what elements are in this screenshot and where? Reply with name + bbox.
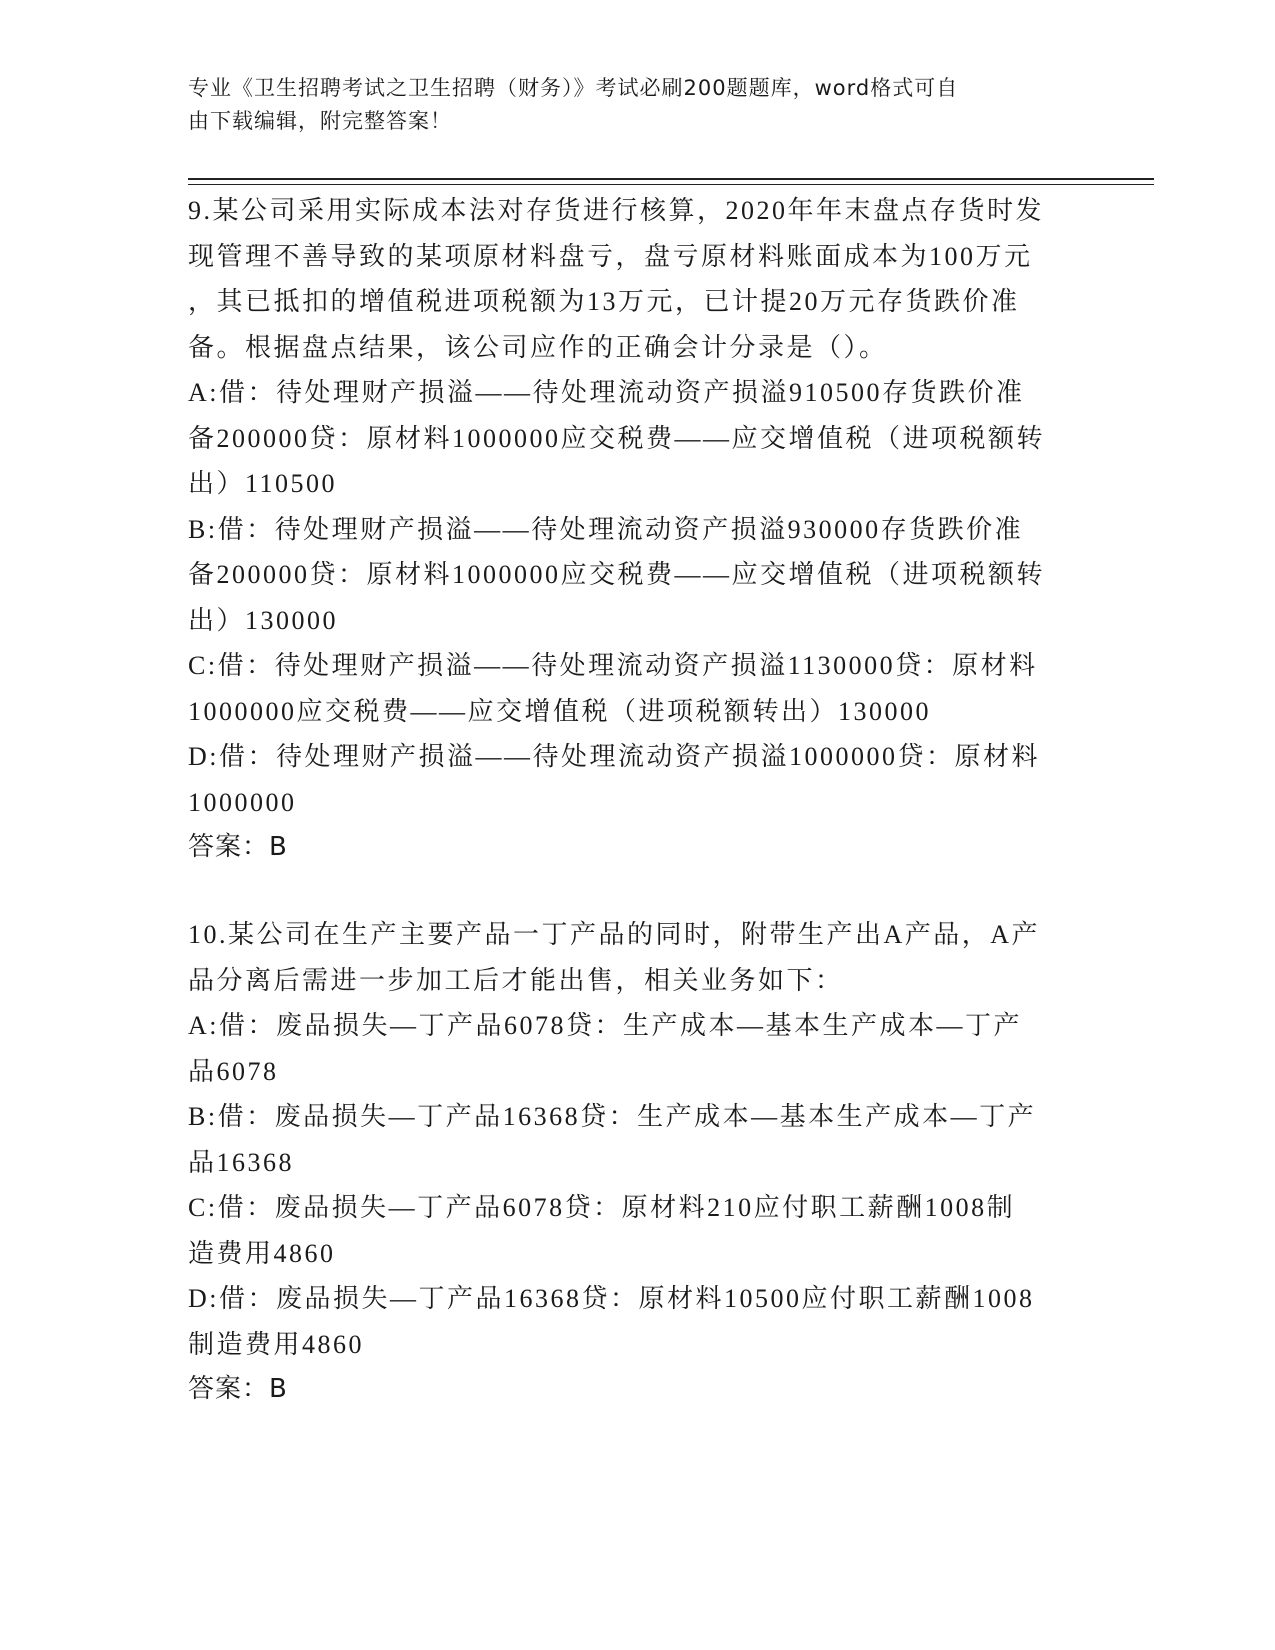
option-d-line: 制造费用4860 (188, 1329, 365, 1359)
question-stem-line: 品分离后需进一步加工后才能出售，相关业务如下： (188, 965, 844, 995)
question-10 (188, 912, 1078, 1413)
header-divider-thick (188, 178, 1154, 180)
option-b-line: B:借：待处理财产损溢——待处理流动资产损溢930000存货跌价准 (188, 514, 1024, 544)
option-b-line: 品16368 (188, 1147, 295, 1177)
answer-label: 答案：B (188, 1374, 288, 1404)
option-d-line: D:借：废品损失—丁产品16368贷：原材料10500应付职工薪酬1008 (188, 1284, 1035, 1313)
question-stem-line: ，其已抵扣的增值税进项税额为13万元，已计提20万元存货跌价准 (188, 287, 1020, 316)
header-line-1: 专业《卫生招聘考试之卫生招聘（财务）》考试必刷200题题库，word格式可自 (188, 76, 959, 100)
question-9 (188, 188, 1078, 871)
option-a-line: A:借：待处理财产损溢——待处理流动资产损溢910500存货跌价准 (188, 378, 1025, 407)
option-c-line: 1000000应交税费——应交增值税（进项税额转出）130000 (188, 696, 932, 726)
header-line-2: 由下载编辑，附完整答案！ (188, 109, 452, 133)
question-stem-line: 9.某公司采用实际成本法对存货进行核算，2020年年末盘点存货时发 (188, 196, 1045, 225)
header-divider-thin (188, 184, 1154, 185)
question-stem-line: 10.某公司在生产主要产品一丁产品的同时，附带生产出A产品，A产 (188, 920, 1041, 949)
document-header (188, 72, 1068, 138)
option-b-line: 出）130000 (188, 605, 339, 635)
option-d-line: D:借：待处理财产损溢——待处理流动资产损溢1000000贷：原材料 (188, 742, 1041, 771)
option-b-line: B:借：废品损失—丁产品16368贷：生产成本—基本生产成本—丁产 (188, 1102, 1037, 1131)
option-c-line: C:借：待处理财产损溢——待处理流动资产损溢1130000贷：原材料 (188, 651, 1038, 680)
option-c-line: C:借：废品损失—丁产品6078贷：原材料210应付职工薪酬1008制 (188, 1193, 1016, 1222)
option-b-line: 备200000贷：原材料1000000应交税费——应交增值税（进项税额转 (188, 560, 1046, 589)
question-stem-line: 现管理不善导致的某项原材料盘亏，盘亏原材料账面成本为100万元 (188, 241, 1033, 271)
option-a-line: 品6078 (188, 1056, 279, 1086)
question-stem-line: 备。根据盘点结果，该公司应作的正确会计分录是（）。 (188, 332, 888, 362)
option-a-line: A:借：废品损失—丁产品6078贷：生产成本—基本生产成本—丁产 (188, 1011, 1023, 1040)
option-d-line: 1000000 (188, 787, 297, 817)
option-c-line: 造费用4860 (188, 1238, 336, 1268)
option-a-line: 备200000贷：原材料1000000应交税费——应交增值税（进项税额转 (188, 423, 1046, 453)
option-a-line: 出）110500 (188, 469, 338, 498)
answer-label: 答案：B (188, 832, 288, 862)
